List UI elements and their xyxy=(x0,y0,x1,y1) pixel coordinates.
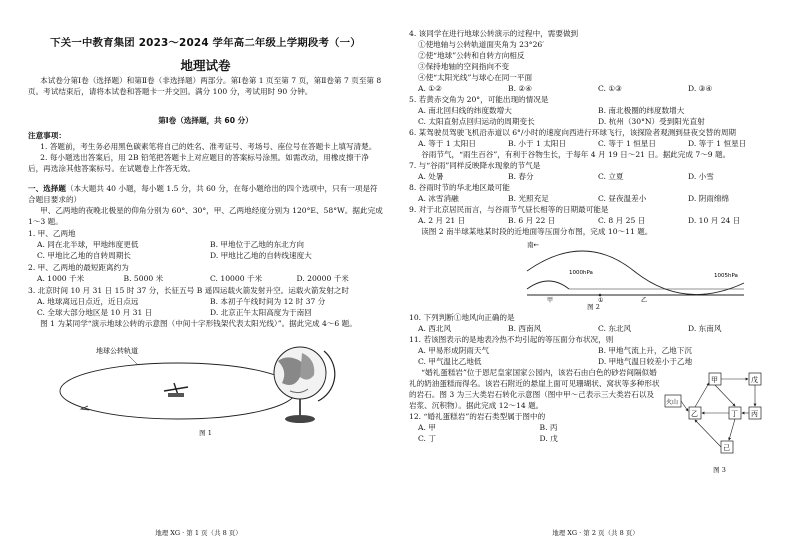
choice-instructions xyxy=(28,183,383,205)
q12-option-c: C. 丁 xyxy=(418,434,436,444)
exam-intro: 本试卷分第Ⅰ卷（选择题）和第Ⅱ卷（非选择题）两部分。第Ⅰ卷第 1 页至第 7 页，第Ⅱ卷第 7 页至第 8 页。考试结束后，请将本试卷和答题卡一并交回。满分 100 分，考试用时 90 分钟。 xyxy=(28,76,382,97)
fig1-caption: 图 1 xyxy=(199,429,212,438)
q3-options-row2 xyxy=(28,307,383,318)
question-5: 5. 若黄赤交角为 20°，可能出现的情况是 xyxy=(409,95,549,104)
question-10: 10. 下列判断①地风向正确的是 xyxy=(409,313,515,323)
figure-3 xyxy=(661,367,771,463)
globe-icon xyxy=(274,347,335,423)
question-7: 7. 与“谷雨”同样反映降水现象的节气是 xyxy=(409,161,541,170)
q8-option-c: C. 昼夜温差小 xyxy=(598,194,647,203)
q1-options-row2 xyxy=(28,250,383,261)
q6-option-b: B. 小于 1 太阳日 xyxy=(508,139,567,148)
question-9: 9. 对于北京居民而言，与谷雨节气昼长相等的日期最可能是 xyxy=(409,205,609,214)
q1-options-row1 xyxy=(28,239,383,250)
q8-option-b: B. 光照充足 xyxy=(508,194,549,203)
note-1: 1. 答题前，考生务必用黑色碳素笔将自己的姓名、准考证号、考场号、座位号在答题卡上填写清楚。 xyxy=(40,142,377,152)
q11-options-row2 xyxy=(409,356,778,367)
q10-option-d: D. 东南风 xyxy=(688,324,722,334)
q4-statement-2: ②使“地球”公转和自转方向相反 xyxy=(418,51,525,60)
q7-option-b: B. 春分 xyxy=(508,172,534,181)
fig2-south-label: 南← xyxy=(527,241,539,249)
stem-2: 图 1 为某同学“演示地球公转的示意图（中间十字形钱架代表太阳光线）”。据此完成 4～6 题。 xyxy=(40,319,357,329)
orbit-ellipse xyxy=(60,363,296,419)
isobar-lower-bump xyxy=(527,281,569,289)
q2-option-a: A. 1000 千米 xyxy=(37,274,85,284)
q2-option-c: C. 10000 千米 xyxy=(210,274,263,284)
q2-option-b: B. 5000 米 xyxy=(123,274,164,284)
fig2-point-1: ① xyxy=(598,297,604,303)
q4-option-a: A. ①② xyxy=(418,84,442,93)
q3-option-c: C. 全球大部分地区是 10 月 31 日 xyxy=(37,308,153,318)
q6-option-c: C. 等于 1 恒星日 xyxy=(598,139,656,148)
section-heading: 第Ⅰ卷（选择题，共 60 分） xyxy=(158,116,253,126)
stem-5: “婚礼蛋糕岩”位于恩尼皇家国家公园内，该岩石由白色的砂岩间隔似婚礼的奶油蛋糕而得名。该岩石附近的悬崖上面可见珊瑚状、窝状等多种形状的岩石。图 3 为三大类岩石转化示意图（图中甲～己表示三大类岩石以及岩浆、沉积物）。据此完成 12～14 题。 xyxy=(409,368,660,411)
fig2-pressure-1005: 1005hPa xyxy=(714,273,738,279)
fig3-label-ding: 丁 xyxy=(731,410,738,419)
q5-option-d: D. 杭州（30°N）受到阳光直射 xyxy=(598,117,705,126)
stem-4: 读图 2 南半球某地某时段的近地面等压面分布图，完成 10～11 题。 xyxy=(421,227,653,236)
footer-left: 地理 XG · 第 1 页（共 8 页） xyxy=(155,528,242,537)
q3-option-b: B. 本初子午线时间为 12 时 37 分 xyxy=(210,297,326,307)
q3-options-row1 xyxy=(28,296,383,307)
q4-options xyxy=(409,83,778,94)
q11-option-d: D. 甲地气温日较差小于乙地 xyxy=(598,357,693,367)
stem5-text-column xyxy=(409,367,661,475)
q4-option-d: D. ③④ xyxy=(688,84,713,93)
q1-option-b: B. 甲地位于乙地的东北方向 xyxy=(210,240,304,250)
q2-option-d: D. 20000 千米 xyxy=(296,274,349,284)
q11-option-b: B. 甲地气流上升，乙地下沉 xyxy=(598,346,692,356)
q12-option-a: A. 甲 xyxy=(418,423,436,433)
question-11: 11. 若该图表示的是地表冷热不均引起的等压面分布状况，则 xyxy=(409,335,614,345)
fig3-label-jia: 甲 xyxy=(711,376,718,385)
fig2-caption: 图 2 xyxy=(587,303,600,311)
page-right xyxy=(397,0,794,546)
question-6: 6. 某驾驶员驾驶飞机沿赤道以 6°/小时的速度向西进行环球飞行，该探险者观测到昼夜交替的周期 xyxy=(409,128,737,137)
q8-option-a: A. 冰雪消融 xyxy=(418,194,459,203)
footer-right: 地理 XG · 第 2 页（共 8 页） xyxy=(552,528,639,537)
q10-option-c: C. 东北风 xyxy=(598,324,632,334)
fig3-label-bing: 丙 xyxy=(751,410,758,419)
q9-option-c: C. 8 月 25 日 xyxy=(598,216,646,225)
q12-option-b: B. 丙 xyxy=(539,423,558,433)
fig3-label-yi: 乙 xyxy=(691,410,698,419)
q5-option-b: B. 南北极圈的纬度数增大 xyxy=(598,106,685,115)
fig3-label-ji: 己 xyxy=(723,444,730,453)
fig2-pressure-1000: 1000hPa xyxy=(569,270,593,276)
q6-options xyxy=(409,138,778,149)
fig3-volcano-label: 火山 xyxy=(666,399,679,407)
q3-option-d: D. 北京正午太阳高度为于南回 xyxy=(210,308,312,318)
question-8: 8. 谷雨时节的华北地区最可能 xyxy=(409,183,510,192)
q5-options-row2 xyxy=(409,116,778,127)
stem5-block xyxy=(409,367,778,475)
fig3-label-wu: 戊 xyxy=(751,376,758,385)
q3-option-a: A. 地球离远日点近，近日点远 xyxy=(37,297,139,307)
q1-option-c: C. 甲地比乙地的自转周期长 xyxy=(37,251,131,261)
q7-option-d: D. 小雪 xyxy=(688,172,714,181)
question-4: 4. 该同学在进行地球公转演示的过程中，需要做到 xyxy=(409,29,579,38)
q4-statement-1: ①使地轴与公转轨道面夹角为 23°26′ xyxy=(418,40,544,49)
q11-option-a: A. 甲易形成阴雨天气 xyxy=(418,346,490,356)
q7-option-c: C. 立夏 xyxy=(598,172,624,181)
q11-option-c: C. 甲气温比乙地低 xyxy=(418,357,482,367)
q7-options xyxy=(409,171,778,182)
note-2: 2. 每小题选出答案后，用 2B 铅笔把答题卡上对应题目的答案标号涂黑。如需改动，用橡皮擦干净后，再选涂其他答案标号。在试题卷上作答无效。 xyxy=(28,153,369,174)
q6-option-a: A. 等于 1 太阳日 xyxy=(418,139,476,148)
fig1-orbit-label: 地球公转轨道 xyxy=(96,347,138,356)
q10-options xyxy=(409,323,778,334)
figure-2 xyxy=(409,237,769,303)
q7-option-a: A. 处暑 xyxy=(418,172,444,181)
q8-options xyxy=(409,193,778,204)
q4-statement-3: ③保持地轴的空间指向不变 xyxy=(418,62,510,71)
fig2-point-jia: 甲 xyxy=(547,297,554,303)
question-1: 1. 甲、乙两地 xyxy=(28,229,76,239)
q9-option-d: D. 10 月 24 日 xyxy=(688,216,741,225)
notes-title: 注意事项： xyxy=(28,131,66,141)
choice-desc: （本大题共 40 小题，每小题 1.5 分，共 60 分，在每小题给出的四个选项中，只有一项是符合题目要求的） xyxy=(28,184,378,205)
q4-statement-4: ④使“太阳光线”与球心在同一平面 xyxy=(418,73,533,82)
q1-option-a: A. 同在北半球，甲地纬度更低 xyxy=(37,240,139,250)
q4-option-b: B. ②④ xyxy=(508,84,533,93)
question-2: 2. 甲、乙两地的最短距离约为 xyxy=(28,263,129,273)
figure-3-wrap xyxy=(661,367,778,475)
q12-option-d: D. 戊 xyxy=(539,434,558,444)
isobar-upper xyxy=(527,251,744,295)
figure-1 xyxy=(28,331,378,429)
q8-option-d: D. 阴雨绵绵 xyxy=(688,194,730,203)
q9-option-b: B. 6 月 22 日 xyxy=(508,216,556,225)
fig3-caption: 图 3 xyxy=(713,466,726,475)
q12-options-row1 xyxy=(409,422,661,433)
q6-option-d: D. 等于 1 恒星日 xyxy=(688,139,747,148)
question-3: 3. 北京时间 10 月 31 日 15 时 37 分，长征五号 B 遥四运载火箭发射升空。运载火箭发射之时 xyxy=(28,286,350,296)
stem-3: 谷雨节气，“雨生百谷”，有利于谷物生长，于每年 4 月 19 日～21 日。据此完成 7～9 题。 xyxy=(421,150,731,159)
q4-option-c: C. ①③ xyxy=(598,84,622,93)
exam-subject-title: 地理试卷 xyxy=(180,58,231,74)
q12-options-row2 xyxy=(409,433,661,444)
q11-options-row1 xyxy=(409,345,778,356)
q10-option-a: A. 西北风 xyxy=(418,324,452,334)
q5-option-a: A. 南北回归线的纬度数增大 xyxy=(418,106,512,115)
choice-title: 一、选择题 xyxy=(28,184,66,194)
question-12: 12. “婚礼蛋糕岩”的岩石类型属于图中的 xyxy=(409,412,546,422)
sun-cross-frame xyxy=(164,383,188,397)
fig2-point-yi: 乙 xyxy=(641,297,648,303)
stem-1: 甲、乙两地的夜晚北极星的仰角分别为 60°、30°，甲、乙两地经度分别为 120°E、58°W。据此完成 1～3 题。 xyxy=(28,206,383,227)
q2-options xyxy=(28,273,383,284)
exam-title: 下关一中教育集团 2023～2024 学年高二年级上学期段考（一） xyxy=(50,37,361,49)
q9-option-a: A. 2 月 21 日 xyxy=(418,216,466,225)
q1-option-d: D. 甲地比乙地的自转线速度大 xyxy=(210,251,312,261)
q9-options xyxy=(409,215,778,226)
q5-options-row1 xyxy=(409,105,778,116)
q5-option-c: C. 太阳直射点回归运动的周期变长 xyxy=(418,117,535,126)
q10-option-b: B. 西南风 xyxy=(508,324,542,334)
